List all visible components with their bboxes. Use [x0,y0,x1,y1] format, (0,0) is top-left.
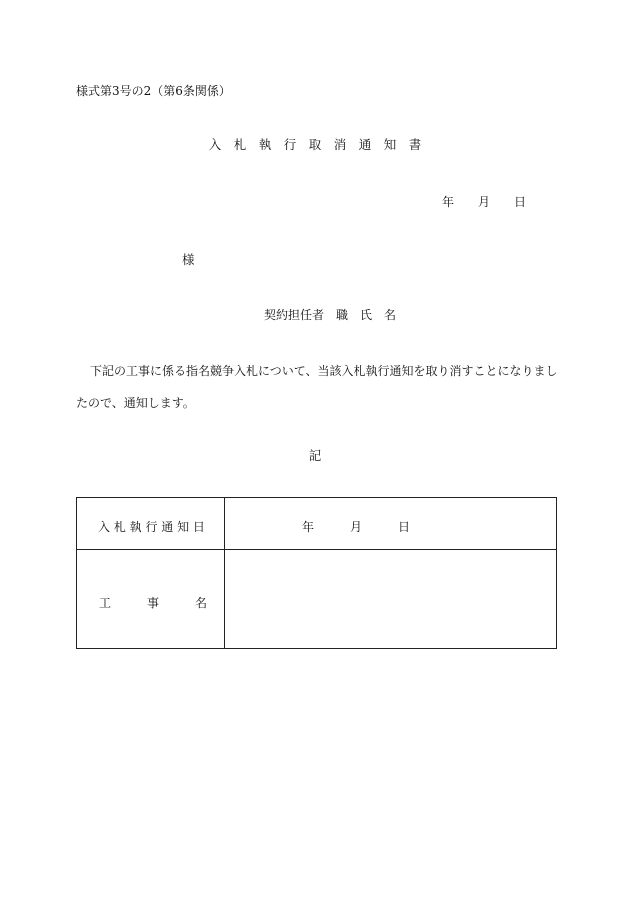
info-table [76,497,557,649]
work-name-label-cell [77,550,225,648]
notice-date-label: 入 札 執 行 通 知 日 [98,520,205,534]
work-name-label: 工 事 名 [99,596,208,610]
table-row-notice-date [77,498,556,550]
record-heading: 記 [308,448,322,463]
sender-line: 契約担任者 職 氏 名 [264,308,397,322]
body-text-line-1: 下記の工事に係る指名競争入札について、当該入札執行通知を取り消すことになりまし [90,364,558,378]
body-text-line-2: たので、通知します。 [76,396,195,410]
notice-date-value-cell [225,498,556,549]
table-row-work-name [77,550,556,648]
date-line: 年 月 日 [442,195,527,209]
document-title: 入 札 執 行 取 消 通 知 書 [208,137,422,152]
work-name-value-cell [225,550,556,648]
notice-date-value: 年 月 日 [302,520,411,534]
addressee: 様 [182,252,195,267]
form-number: 様式第3号の2（第6条関係） [76,84,231,98]
notice-date-label-cell [77,498,225,549]
